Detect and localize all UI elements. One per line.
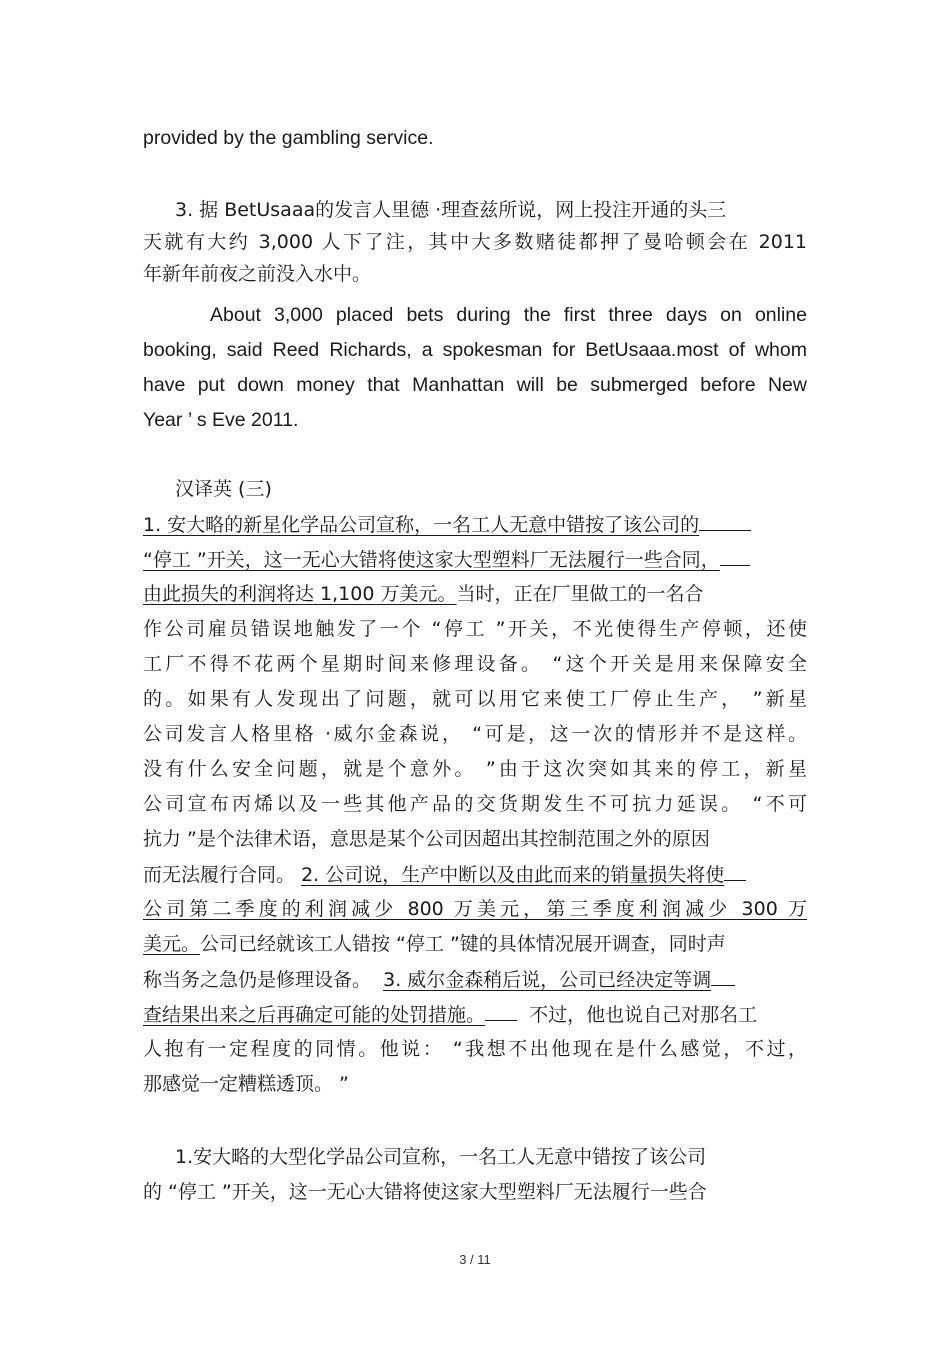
passage-text: 而无法履行合同。 bbox=[143, 864, 296, 886]
item3-en-line-3: have put down money that Manhattan will be submerged before New bbox=[143, 374, 807, 396]
underlined-sentence-2: 公司第二季度的利润减少 800 万美元，第三季度利润减少 300 万 bbox=[143, 898, 807, 920]
passage-text: 不过，他也说自己对那名工 bbox=[529, 1004, 758, 1026]
passage-line-2 bbox=[143, 547, 807, 572]
underlined-sentence-3: 3. 威尔金森稍后说，公司已经决定等调 bbox=[383, 969, 712, 991]
passage-text: 公司已经就该工人错按 “停工 ”键的具体情况展开调查，同时声 bbox=[200, 933, 726, 955]
underline-fill bbox=[711, 967, 735, 986]
passage-line-1 bbox=[143, 512, 807, 537]
underline-fill bbox=[699, 512, 751, 531]
section-heading: 汉译英 (三) bbox=[175, 478, 272, 500]
item3-zh-line-3: 年新年前夜之前没入水中。 bbox=[143, 263, 372, 285]
repeat-line-1: 1.安大略的大型化学品公司宣称，一名工人无意中错按了该公司 bbox=[175, 1146, 707, 1168]
passage-line-17: 那感觉一定糟糕透顶。 ” bbox=[143, 1073, 349, 1095]
repeat-line-2: 的 “停工 ”开关，这一无心大错将使这家大型塑料厂无法履行一些合 bbox=[143, 1181, 707, 1203]
continuation-line: provided by the gambling service. bbox=[143, 127, 434, 149]
passage-line-14 bbox=[143, 967, 807, 992]
underlined-sentence-3: 查结果出来之后再确定可能的处罚措施。 bbox=[143, 1004, 486, 1026]
item3-en-line-4: Year ’ s Eve 2011. bbox=[143, 409, 299, 431]
underlined-sentence-1: 由此损失的利润将达 1,100 万美元。 bbox=[143, 583, 457, 605]
underlined-sentence-1: “停工 ”开关，这一无心大错将使这家大型塑料厂无法履行一些合同， bbox=[143, 549, 720, 571]
passage-text: 当时，正在厂里做工的一名合 bbox=[456, 583, 704, 605]
page-number: 3 / 11 bbox=[459, 1252, 491, 1267]
passage-line-7: 公司发言人格里格 ·威尔金森说， “可是，这一次的情形并不是这样。 bbox=[143, 723, 807, 745]
passage-line-10: 抗力 ”是个法律术语，意思是某个公司因超出其控制范围之外的原因 bbox=[143, 828, 710, 850]
underlined-sentence-1: 1. 安大略的新星化学品公司宣称，一名工人无意中错按了该公司的 bbox=[143, 514, 700, 536]
underlined-sentence-2: 美元。 bbox=[143, 933, 201, 955]
passage-text: 称当务之急仍是修理设备。 bbox=[143, 969, 372, 991]
passage-line-13 bbox=[143, 932, 807, 956]
passage-line-16: 人抱有一定程度的同情。他说： “我想不出他现在是什么感觉，不过， bbox=[143, 1038, 807, 1060]
underline-fill bbox=[485, 1002, 517, 1021]
item3-zh-line-1: 3. 据 BetUsaaa的发言人里德 ·理查兹所说，网上投注开通的头三 bbox=[175, 199, 727, 221]
item3-en-line-1: About 3,000 placed bets during the first three days on online bbox=[210, 304, 807, 326]
item3-zh-line-2: 天就有大约 3,000 人下了注，其中大多数赌徒都押了曼哈顿会在 2011 bbox=[143, 231, 807, 253]
passage-line-15 bbox=[143, 1002, 807, 1027]
passage-line-8: 没有什么安全问题，就是个意外。 ”由于这次突如其来的停工，新星 bbox=[143, 758, 807, 780]
passage-line-11 bbox=[143, 862, 807, 887]
underlined-sentence-2: 2. 公司说，生产中断以及由此而来的销量损失将使 bbox=[301, 864, 725, 886]
underline-fill bbox=[720, 547, 750, 566]
underline-fill bbox=[724, 862, 746, 881]
passage-line-4: 作公司雇员错误地触发了一个 “停工 ”开关，不光使得生产停顿，还使 bbox=[143, 618, 807, 640]
passage-line-5: 工厂不得不花两个星期时间来修理设备。 “这个开关是用来保障安全 bbox=[143, 653, 807, 675]
passage-line-6: 的。如果有人发现出了问题，就可以用它来使工厂停止生产， ”新星 bbox=[143, 688, 807, 710]
passage-line-3 bbox=[143, 582, 807, 606]
item3-en-line-2: booking, said Reed Richards, a spokesman for BetUsaaa.most of whom bbox=[143, 339, 807, 361]
passage-line-9: 公司宣布丙烯以及一些其他产品的交货期发生不可抗力延误。 “不可 bbox=[143, 793, 807, 815]
passage-line-12 bbox=[143, 897, 807, 921]
